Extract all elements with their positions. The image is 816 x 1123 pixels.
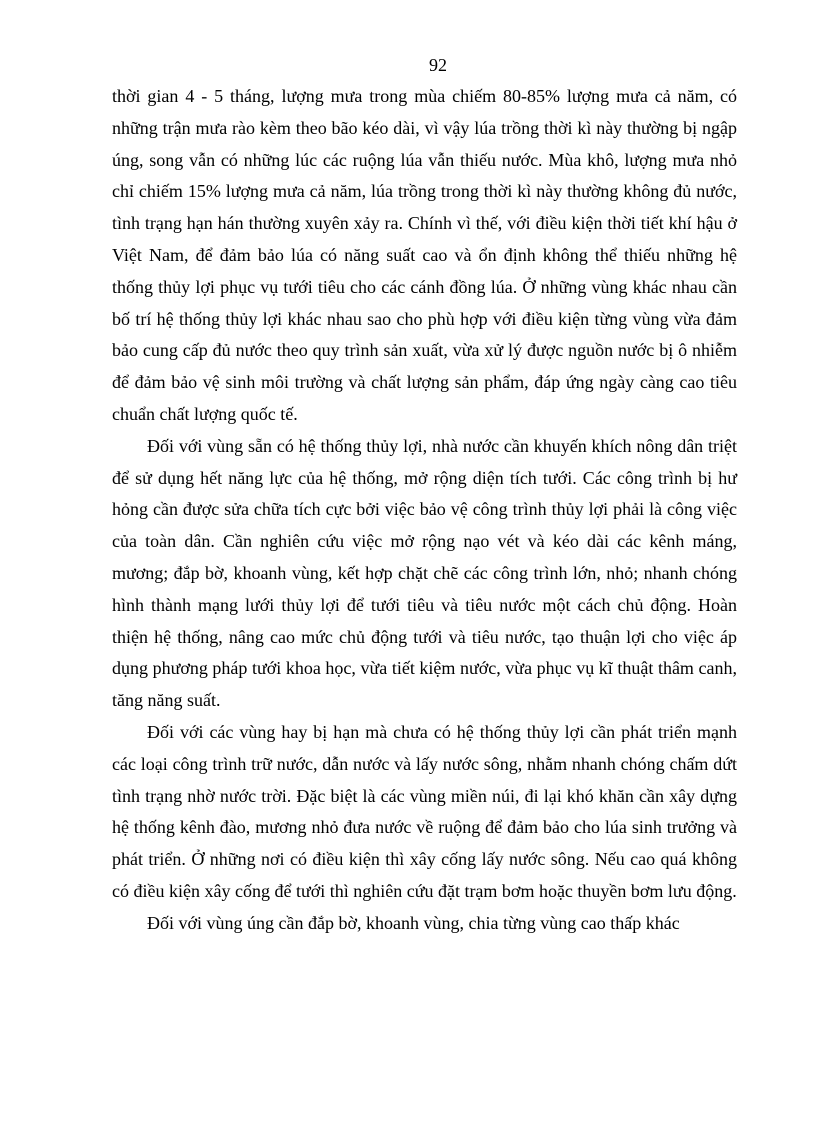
paragraph-4: Đối với vùng úng cần đắp bờ, khoanh vùng, chia từng vùng cao thấp khác [147,912,680,933]
page-number: 92 [429,55,447,75]
paragraph-2: Đối với vùng sẵn có hệ thống thủy lợi, nhà nước cần khuyến khích nông dân triệt để sử dụng hết năng lực của hệ thống, mở rộng diện tích tưới. Các công trình bị hư hỏng cần được sửa chữa tích cực bởi việc bảo vệ công trình thủy lợi phải là công việc của toàn dân. Cần nghiên cứu việc mở rộng nạo vét và kéo dài các kênh máng, mương; đắp bờ, khoanh vùng, kết hợp chặt chẽ các công trình lớn, nhỏ; nhanh chóng hình thành mạng lưới thủy lợi để tưới tiêu và tiêu nước một cách chủ động. Hoàn thiện hệ thống, nâng cao mức chủ động tưới và tiêu nước, tạo thuận lợi cho việc áp dụng phương pháp tưới khoa học, vừa tiết kiệm nước, vừa phục vụ kĩ thuật thâm canh, tăng năng suất. [112,435,737,711]
paragraph-1: thời gian 4 - 5 tháng, lượng mưa trong mùa chiếm 80-85% lượng mưa cả năm, có những trận mưa rào kèm theo bão kéo dài, vì vậy lúa trồng thời kì này thường bị ngập úng, song vẫn có những lúc các ruộng lúa vẫn thiếu nước. Mùa khô, lượng mưa nhỏ chỉ chiếm 15% lượng mưa cả năm, lúa trồng trong thời kì này thường không đủ nước, tình trạng hạn hán thường xuyên xảy ra. Chính vì thế, với điều kiện thời tiết khí hậu ở Việt Nam, để đảm bảo lúa có năng suất cao và ổn định không thể thiếu những hệ thống thủy lợi phục vụ tưới tiêu cho các cánh đồng lúa. Ở những vùng khác nhau cần bố trí hệ thống thủy lợi khác nhau sao cho phù hợp với điều kiện từng vùng vừa đảm bảo cung cấp đủ nước theo quy trình sản xuất, vừa xử lý được nguồn nước bị ô nhiễm để đảm bảo vệ sinh môi trường và chất lượng sản phẩm, đáp ứng ngày càng cao tiêu chuẩn chất lượng quốc tế. [112,86,737,424]
body-text [112,81,737,940]
paragraph-3: Đối với các vùng hay bị hạn mà chưa có hệ thống thủy lợi cần phát triển mạnh các loại công trình trữ nước, dẫn nước và lấy nước sông, nhằm nhanh chóng chấm dứt tình trạng nhờ nước trời. Đặc biệt là các vùng miền núi, đi lại khó khăn cần xây dựng hệ thống kênh đào, mương nhỏ đưa nước về ruộng để đảm bảo cho lúa sinh trưởng và phát triển. Ở những nơi có điều kiện thì xây cống lấy nước sông. Nếu cao quá không có điều kiện xây cống để tưới thì nghiên cứu đặt trạm bơm hoặc thuyền bơm lưu động. [112,721,737,901]
